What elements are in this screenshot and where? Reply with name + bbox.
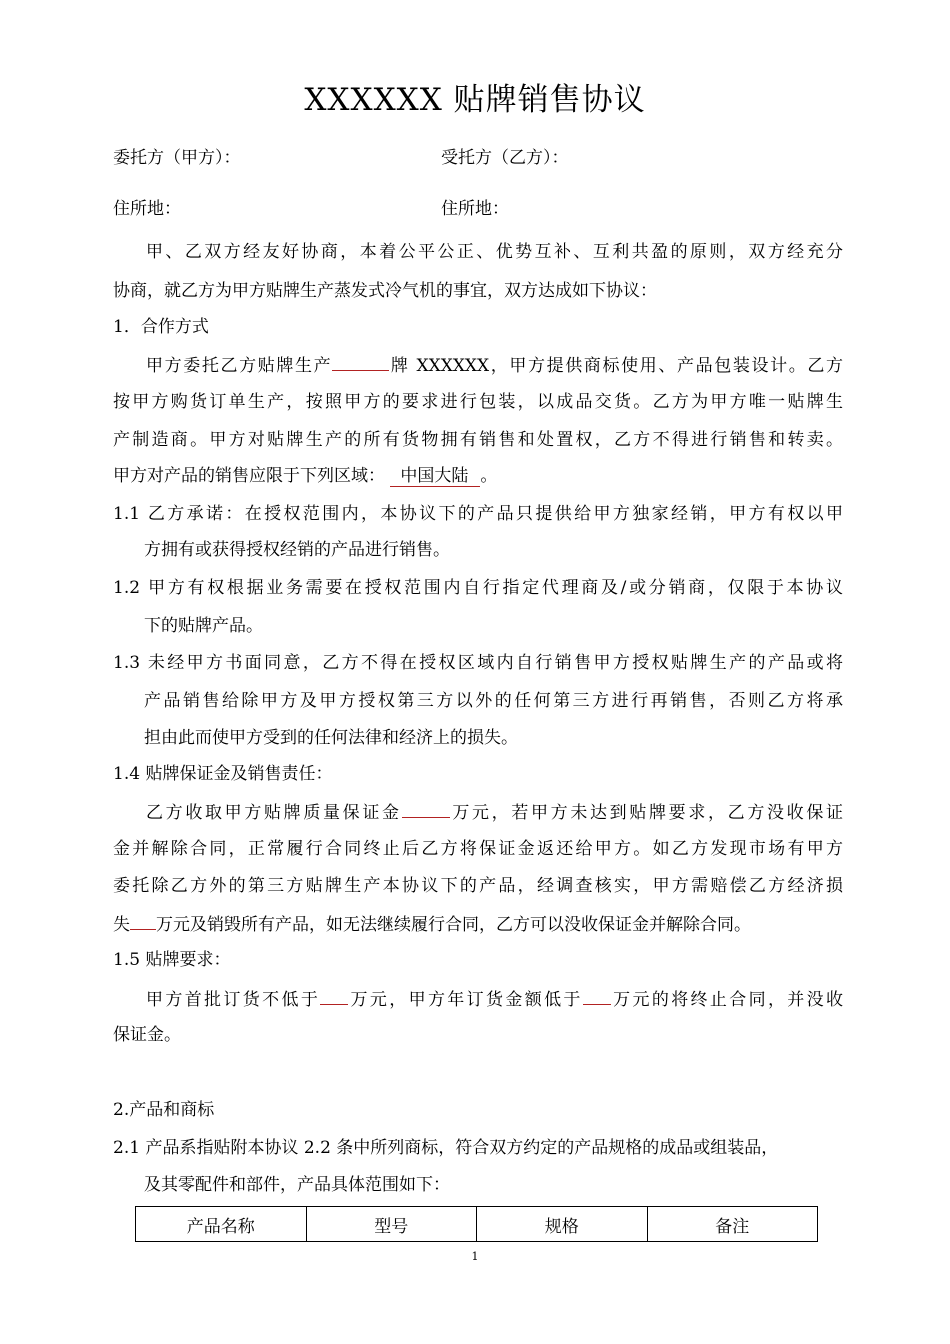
- clause-1-4-line-2: 金并解除合同，正常履行合同终止后乙方将保证金返还给甲方。如乙方发现市场有甲方: [113, 839, 843, 859]
- table-header-row: [136, 1207, 818, 1242]
- table-header-model: 型号: [306, 1207, 477, 1242]
- intro-line-1: 甲、乙双方经友好协商，本着公平公正、优势互补、互利共盈的原则，双方经充分: [146, 242, 843, 262]
- first-order-text: 甲方首批订货不低于: [146, 990, 321, 1010]
- section-1-heading: 1．合作方式: [113, 317, 209, 337]
- clause-1-5-line-2: 保证金。: [113, 1025, 181, 1045]
- clause-1-4-line-3: 委托除乙方外的第三方贴牌生产本协议下的产品，经调查核实，甲方需赔偿乙方经济损: [113, 876, 843, 896]
- section-1-paragraph-line-2: 按甲方购货订单生产，按照甲方的要求进行包装，以成品交货。乙方为甲方唯一贴牌生: [113, 392, 843, 412]
- document-title: XXXXXX 贴牌销售协议: [304, 82, 646, 118]
- clause-1-5-heading: 1.5 贴牌要求：: [113, 950, 231, 970]
- page-number: 1: [471, 1250, 479, 1263]
- compensation-text-a: 失: [113, 915, 130, 935]
- clause-1-3-line-2: 产品销售给除甲方及甲方授权第三方以外的任何第三方进行再销售，否则乙方将承: [144, 691, 843, 711]
- brand-blank[interactable]: [332, 352, 389, 371]
- table-header-spec: 规格: [477, 1207, 648, 1242]
- clause-2-1-line-2: 及其零配件和部件，产品具体范围如下：: [144, 1175, 450, 1195]
- deposit-text-b: 万元，若甲方未达到贴牌要求，乙方没收保证: [449, 803, 844, 823]
- section-1-paragraph-line-1: [146, 352, 843, 378]
- product-table: [135, 1206, 818, 1242]
- section-1-paragraph-line-3: 产制造商。甲方对贴牌生产的所有货物拥有销售和处置权，乙方不得进行销售和转卖。: [113, 430, 843, 450]
- clause-1-5-line-1: [146, 986, 843, 1012]
- clause-1-1-line-2: 方拥有或获得授权经销的产品进行销售。: [144, 540, 450, 560]
- address-a-label: 住所地：: [113, 199, 181, 219]
- first-order-blank[interactable]: [320, 986, 348, 1005]
- address-b-label: 住所地：: [441, 199, 509, 219]
- annual-order-blank[interactable]: [583, 986, 611, 1005]
- section-1-text-b: 牌 XXXXXX，甲方提供商标使用、产品包装设计。乙方: [389, 356, 843, 376]
- clause-1-1-line-1: 1.1 乙方承诺：在授权范围内，本协议下的产品只提供给甲方独家经销，甲方有权以甲: [113, 504, 843, 524]
- region-value[interactable]: 中国大陆: [390, 466, 480, 487]
- compensation-blank[interactable]: [130, 911, 156, 930]
- region-end: 。: [480, 466, 498, 486]
- clause-1-4-line-1: [146, 799, 843, 825]
- table-header-remarks: 备注: [647, 1207, 818, 1242]
- section-1-text-a: 甲方委托乙方贴牌生产: [146, 356, 333, 376]
- termination-text: 万元的将终止合同，并没收: [610, 990, 844, 1010]
- clause-1-4-heading: 1.4 贴牌保证金及销售责任：: [113, 764, 333, 784]
- section-2-heading: 2.产品和商标: [113, 1100, 215, 1120]
- deposit-blank[interactable]: [402, 799, 450, 818]
- annual-order-text: 万元，甲方年订货金额低于: [348, 990, 583, 1010]
- region-label: 甲方对产品的销售应限于下列区域：: [113, 466, 385, 486]
- clause-1-2-line-1: 1.2 甲方有权根据业务需要在授权范围内自行指定代理商及/或分销商，仅限于本协议: [113, 578, 843, 598]
- party-a-label: 委托方（甲方）：: [113, 148, 241, 168]
- clause-2-1-line-1: 2.1 产品系指贴附本协议 2.2 条中所列商标，符合双方约定的产品规格的成品或组装品，: [113, 1138, 779, 1158]
- clause-1-3-line-1: 1.3 未经甲方书面同意，乙方不得在授权区域内自行销售甲方授权贴牌生产的产品或将: [113, 653, 843, 673]
- section-1-paragraph-line-4: [113, 464, 843, 488]
- clause-1-3-line-3: 担由此而使甲方受到的任何法律和经济上的损失。: [144, 728, 518, 748]
- compensation-text-b: 万元及销毁所有产品，如无法继续履行合同，乙方可以没收保证金并解除合同。: [156, 915, 751, 935]
- intro-line-2: 协商，就乙方为甲方贴牌生产蒸发式冷气机的事宜，双方达成如下协议：: [113, 281, 657, 301]
- table-header-product-name: 产品名称: [136, 1207, 307, 1242]
- clause-1-2-line-2: 下的贴牌产品。: [144, 616, 263, 636]
- deposit-text-a: 乙方收取甲方贴牌质量保证金: [146, 803, 402, 823]
- clause-1-4-line-4: [113, 911, 843, 937]
- party-b-label: 受托方（乙方）：: [441, 148, 569, 168]
